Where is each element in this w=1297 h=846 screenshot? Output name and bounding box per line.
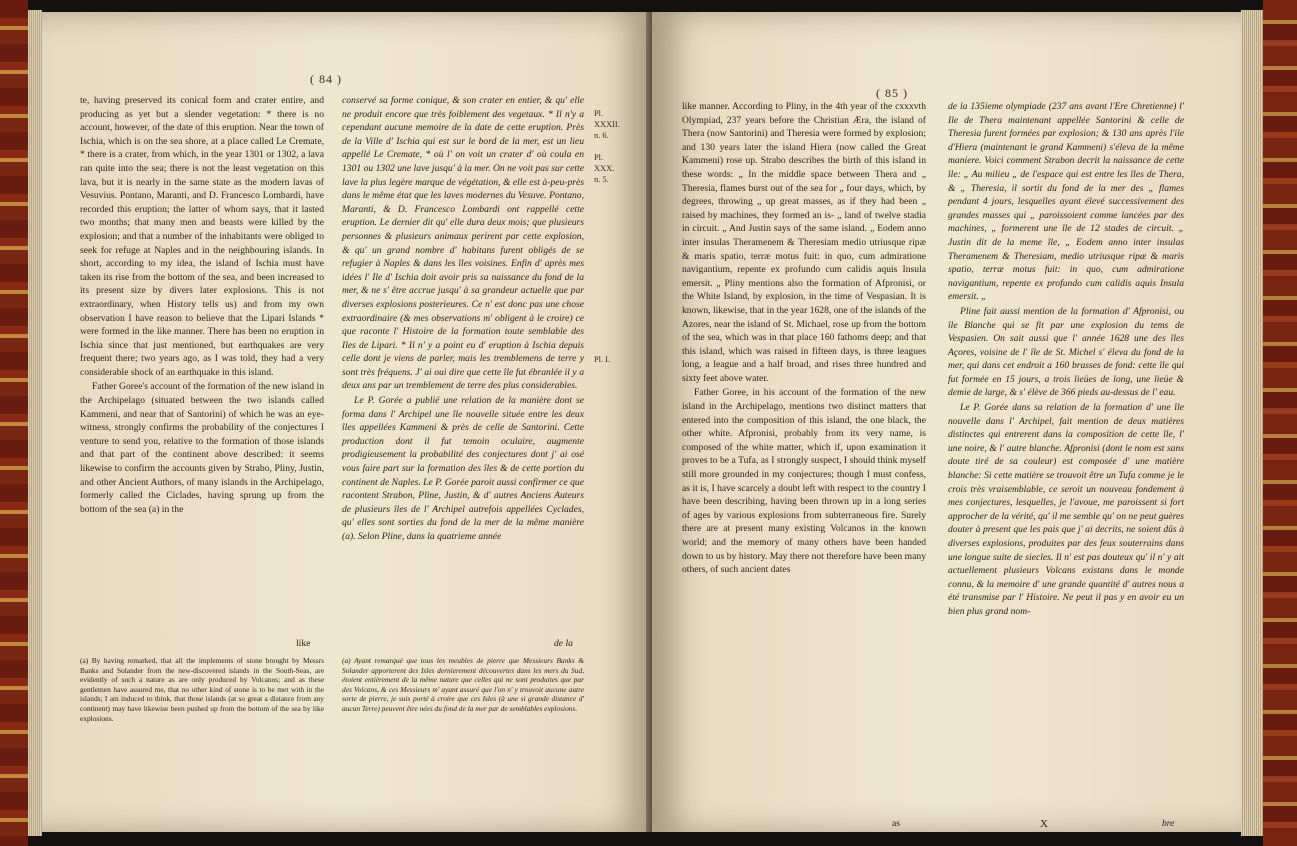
left-french-column (342, 94, 584, 545)
margin-note-pl-32: Pl. XXXII. n. 6. (594, 109, 620, 140)
signature-mark: X (1040, 818, 1048, 830)
margin-note-pl-30: Pl. XXX. n. 5. (594, 153, 615, 184)
left-fr-catchword: de la (554, 638, 573, 649)
right-english-column (682, 100, 926, 578)
left-en-para-2: Father Goree's account of the formation of the new island in the Archipelago (situated between the two islands called Kammeni, and near that of Santorini) of which he was an eye-witness, strongly confirms the probability of the conjectures I venture to send you, relative to the formation of those islands and that part of the continent above described: it seems likewise to confirm the accounts given by Strabo, Pliny, Justin, and other Ancient Authors, of many islands in the Archipelago, formerly called the Ciclades, having sprung up from the bottom of the sea (a) in the (80, 381, 324, 515)
right-page (652, 12, 1241, 832)
book-cover-right (1263, 0, 1297, 846)
right-french-column (948, 100, 1184, 620)
right-fr-para-1: de la 135ieme olympiade (237 ans avant l'Ere Chretienne) l' Ile de Thera maintenant appellée Santorini & celle de Theresia furent formées par explosion; & 130 ans après l'ile d'Hiera (maintenant le grand Kammeni) s'éleva de la même maniere. Voici comment Strabon decrit la naissance de cette île: „ Au milieu „ de l'espace qui est entre les îles de Thera, & „ Theresia, il sortit du fond de la mer des „ flames pendant 4 jours, lesquelles ayant élevé successivement des grandes masses qui „ paroissoient comme lancées par des machines, „ formerent une île de 12 stades de circuit. „ Justin dit de la meme île, „ Eodem anno inter insulas Theramenem & Theresiam, medio utriusque ripæ & maris spatio, terræ motus fuit: in quo, cum admiratione navigantium, repente ex profundo cum calidis aquis Insula emersit. „ (948, 101, 1184, 303)
left-english-column (80, 94, 324, 517)
left-fr-footnote: (a) Ayant remarqué que tous les meubles de pierre que Messieurs Banks & Solander apporterent des Isles dernierement découvertes dans les mers du Sud, étoient entièrement de la même nature que celles qui ne sont produites que par des Volcans, & ces Messieurs m' ayant assuré que l'on n' y trouvoit aucune autre sorte de pierre, je suis porté à croire que ces Isles (à une si grande distance d' aucun Terre) peuvent être nées du fond de la mer par de semblables explosions. (342, 656, 584, 713)
page-edges-right (1241, 10, 1263, 836)
right-en-catchword: as (892, 818, 900, 829)
margin-note-pl-1: Pl. I. (594, 355, 611, 364)
book-cover-left (0, 0, 28, 846)
right-page-number: ( 85 ) (876, 86, 908, 100)
right-fr-catchword: bre (1162, 818, 1175, 829)
right-fr-para-3: Le P. Gorée dans sa relation de la formation d' une île nouvelle dans l' Archipel, fait mention de deux matières distinctes qui entrerent dans la composition de cette île, l' une noire, & l' autre blanche. Afpronisi (dont le nom est sans doute tiré de sa couleur) est composée d' une matière blanche: Si cette matière se trouvoit être un Tufa comme je le crois très vraisemblable, ce seroit un nouveau fondement à mes conjectures, lesquelles, je l'avoue, me paroissent si fort approcher de la vérité, qu' il me semble qu' on ne peut guères douter à present que les pais que j' ai decrits, ne soient dûs à diverses explosions, produites par des feux souterrains dans une longue suite de siecles. Il n' est pas douteux qu' il n' y ait actuellement plusieurs Volcans existans dans le monde connu, & la memoire d' une grande quantité d' autres nous a été transmise par l' Histoire. Ne peut il pas y en avoir eu un bien plus grand nom- (948, 402, 1184, 617)
right-en-para-1: like manner. According to Pliny, in the 4th year of the cxxxvth Olympiad, 237 years before the Christian Æra, the island of Thera (now Santorini) and Theresia were formed by explosion; and 130 years later the island Hiera (now called the Great Kammeni) rose up. Strabo describes the birth of this island in these words: „ In the middle space between Thera and „ Theresia, flames burst out of the sea for „ four days, which, by degrees, throwing „ up great masses, as if they had been „ raised by machines, they formed an is- „ land of twelve stadia in circuit. „ And Justin says of the same island. „ Eodem anno inter insulas Theramenem & Theresiam medio utriusque ripæ & maris spatio, terræ motus fuit: in quo, cum admiratione navigantium, repente ex profundo cum calidis aquis Insula emersit. „ Pliny mentions also the formation of Afpronisi, or the White Island, by explosion, in the time of Vespasian. It is known, likewise, that in the year 1628, one of the islands of the Azores, near the island of St. Michael, rose up from the bottom of the sea, which was in that place 160 fathoms deep; and that this island, which was raised in fifteen days, is three leagues long, a league and a half broad, and rises three hundred and sixty feet above water. (682, 101, 926, 384)
left-en-footnote: (a) By having remarked, that all the implements of stone brought by Messrs Banks and Solander from the new-discovered islands in the South-Seas, are evidently of such a nature as are only produced by Volcanos; and as these gentlemen have assured me, that no other kind of stone is to be met with in the islands; I am induced to think, that those islands (at so great a distance from any continent) may have likewise been pushed up from the bottom of the sea by like explosions. (80, 656, 324, 723)
left-page (42, 12, 652, 832)
right-en-para-2: Father Goree, in his account of the formation of the new island in the Archipelago, mentions two distinct matters that entered into the composition of this island, the one black, the other white. Afpronisi, probably from its very name, is composed of the white matter, which if, upon examination it proves to be a Tufa, as I strongly suspect, I should think myself still more grounded in my conjectures; though I must confess, as it is, I have scarcely a doubt left with respect to the country I have been describing, having been thrown up in a long series of ages by various explosions from subterraneous fire. Surely there are at present many existing Volcanos in the known world; and the memory of many others have been handed down to us by history. May there not therefore have been many others, of such ancient dates (682, 387, 926, 576)
left-en-para-1: te, having preserved its conical form and crater entire, and producing as yet but a slender vegetation: * there is no account, however, of the date of this eruption. Near the town of Ischia, which is on the sea shore, at a place called Le Cremate, * there is a crater, from which, in the year 1301 or 1302, a lava ran quite into the sea; there is not the least vegetation on this lava, but it is nearly in the same state as the modern lavas of Vesuvius. Pontano, Maranti, and D. Francesco Lombardi, have recorded this eruption; the latter of whom says, that it lasted two months; that many men and beasts were killed by the explosion; and that a number of the inhabitants were obliged to seek for refuge at Naples and in the neighbouring islands. In short, according to my idea, the island of Ischia must have taken its rise from the bottom of the sea, and been increased to its present size by divers later explosions. This is not extraordinary, when History tells us) and from my own observation I have reason to believe that the Lipari Islands * were formed in the like manner. There has been no eruption in Ischia since that just mentioned, but earthquakes are very frequent there; two years ago, as I was told, they had a very considerable shock of an earthquake in this island. (80, 95, 324, 378)
left-fr-para-2: Le P. Gorée a publié une relation de la manière dont se forma dans l' Archipel une île nouvelle située entre les deux îles appellées Kammeni & près de celle de Santorini. Cette production dont il fut temoin oculaire, augmente prodigieusement la probabilité des conjectures dont j' ai osé vous faire part sur la formation des îles & de cette portion du continent de Naples. Le P. Gorée paroit aussi confirmer ce que racontent Strabon, Pline, Justin, & d' autres Anciens Auteurs de plusieurs îles de l' Archipel autrefois appellées Cyclades, qu' elles sont sorties du fond de la mer de la même manière (a). Selon Pline, dans la quatrieme année (342, 395, 584, 542)
left-en-catchword: like (296, 638, 311, 649)
page-edges-left (28, 10, 42, 836)
right-fr-para-2: Pline fait aussi mention de la formation d' Afpronisi, ou île Blanche qui se fit par une explosion du tems de Vespasien. On sait aussi que l' année 1628 une des îles Açores, voisine de l' île de St. Michel s' éleva du fond de la mer, qui dans cet endroit a 160 brasses de fond: cette île qui fut formée en 15 jours, a trois lieües de long, une lieüe & demie de large, & s' élève de 366 pieds au-dessus de l' eau. (948, 305, 1184, 399)
left-fr-para-1: conservé sa forme conique, & son crater en entier, & qu' elle ne produit encore que très foiblement des vegetaux. * Il n'y a cependant aucune memoire de la date de cette eruption. Près de la Ville d' Ischia qui est sur le bord de la mer, est un lieu appellé Le Cremate, * où l' on voit un crater d' où coula en 1301 ou 1302 une lave jusqu' à la mer. On ne voit pas sur cette lave la plus legère marque de végétation, & elle est à-peu-près dans le même état que les laves modernes du Vesuve. Pontano, Maranti, & D. Francesco Lombardi ont rappellé cette eruption. Le dernier dit qu' elle dura deux mois; que plusieurs personnes & plusieurs animaux perirent par cette explosion, & qu' un grand nombre d' habitans furent obligés de se refugier à Naples & dans les îles voisines. Enfin d' après mes idées l' Ile d' Ischia doit avoir pris sa naissance du fond de la mer, & ne s' être accrue jusqu' à sa grandeur actuelle que par diverses explosions posterieures. Ce n' est donc pas une chose extraordinaire (& mes observations m' obligent à le croire) ce que raconte l' Histoire de la formation toute semblable des Iles de Lipari. * Il n' y a point eu d' eruption à Ischia depuis celle dont je viens de parler, mais les tremblemens de terre y sont très fréquens. J' ai oui dire que cette île fut ébranlée il y a deux ans par un tremblement de terre des plus considerables. (342, 95, 584, 392)
left-page-number: ( 84 ) (310, 72, 342, 86)
